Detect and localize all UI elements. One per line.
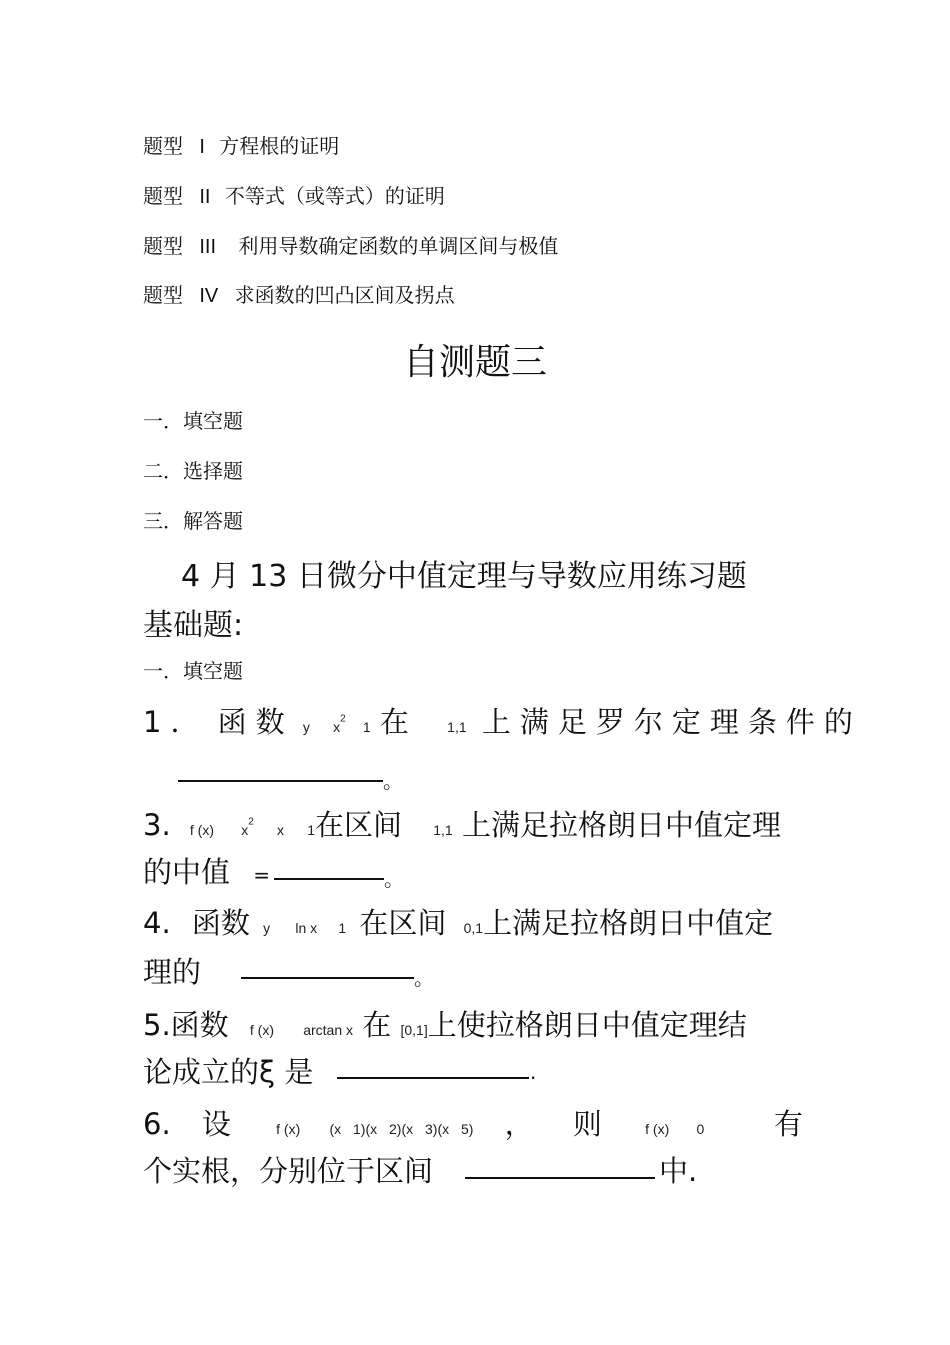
type-label: 题型	[143, 283, 183, 307]
math-term: 0,1	[463, 920, 484, 936]
answer-blank-3[interactable]	[274, 878, 384, 880]
question-number: 4.	[143, 906, 171, 940]
question-text: 上满足拉格朗日中值定	[483, 906, 774, 940]
math-term: f (x)	[276, 1121, 301, 1137]
practice-section: 一．填空题	[143, 659, 243, 683]
math-term: 1,1	[433, 822, 453, 838]
question-text: 的中值	[143, 855, 231, 889]
type-text: 不等式（或等式）的证明	[224, 184, 445, 208]
math-term: 1	[307, 822, 316, 838]
page-title: 自测题三	[402, 342, 547, 383]
math-term: 1	[362, 719, 371, 735]
question-text: 5.函数	[143, 1008, 229, 1042]
question-4	[143, 901, 773, 942]
math-term: y	[263, 920, 271, 936]
basic-heading: 基础题:	[143, 608, 244, 643]
math-term: x	[241, 822, 249, 838]
question-text: 上满足拉格朗日中值定理	[461, 808, 781, 842]
type-roman: IV	[199, 285, 219, 307]
answer-blank-5[interactable]	[337, 1077, 529, 1079]
section-answer: 三．解答题	[143, 509, 243, 533]
type-item-4	[143, 279, 455, 308]
math-term: arctan x	[303, 1022, 354, 1038]
type-item-1	[143, 130, 339, 159]
answer-blank-1[interactable]	[178, 780, 383, 782]
math-term: f (x)	[645, 1121, 670, 1137]
question-6-line-2: 个实根，分别位于区间	[143, 1154, 434, 1188]
type-label: 题型	[143, 134, 183, 158]
question-text: 在	[379, 705, 418, 739]
question-number: 3.	[143, 808, 171, 842]
question-text: ，	[504, 1107, 534, 1141]
math-term: 1	[338, 920, 347, 936]
type-text: 求函数的凹凸区间及拐点	[234, 283, 455, 307]
answer-blank-6[interactable]	[465, 1177, 655, 1179]
math-term: y	[302, 719, 310, 735]
question-text: 有	[774, 1107, 804, 1141]
math-term: [0,1]	[400, 1022, 428, 1038]
math-exponent: 2	[248, 816, 254, 828]
equals-sign: =	[253, 863, 270, 887]
question-number: 6.	[143, 1107, 171, 1141]
question-6	[143, 1102, 704, 1143]
math-term: x	[333, 719, 341, 735]
answer-blank-4[interactable]	[241, 977, 414, 979]
question-end: 。	[414, 966, 434, 990]
question-end: 。	[384, 867, 404, 891]
question-end: .	[530, 1060, 537, 1084]
type-item-3	[143, 230, 558, 259]
math-term: f (x)	[189, 822, 214, 838]
type-label: 题型	[143, 234, 183, 258]
question-text: 上满足罗尔定理条件的	[481, 705, 862, 739]
question-3	[143, 803, 781, 844]
type-roman: III	[199, 236, 217, 258]
math-exponent: 2	[340, 713, 346, 725]
section-fill-blank: 一．填空题	[143, 409, 243, 433]
question-text: 在区间	[315, 808, 403, 842]
math-term: x	[277, 822, 284, 838]
question-end: 中.	[659, 1154, 698, 1188]
question-5	[143, 1003, 747, 1044]
practice-heading: 4 月 13 日微分中值定理与导数应用练习题	[181, 559, 747, 594]
type-text: 利用导数确定函数的单调区间与极值	[238, 234, 559, 258]
type-label: 题型	[143, 184, 183, 208]
question-1	[143, 700, 862, 741]
question-4-line-2: 理的	[143, 955, 202, 989]
question-text: 则	[572, 1107, 602, 1141]
section-choice: 二．选择题	[143, 459, 243, 483]
question-text: 函数	[191, 906, 250, 940]
question-end: 。	[383, 769, 403, 793]
question-text: 在	[362, 1008, 392, 1042]
question-3-line-2	[143, 850, 270, 891]
type-roman: I	[199, 136, 205, 158]
math-term: 0	[696, 1121, 705, 1137]
math-term: f (x)	[249, 1022, 274, 1038]
type-text: 方程根的证明	[219, 134, 340, 158]
question-text: 设	[201, 1107, 231, 1141]
type-roman: II	[199, 186, 211, 208]
math-term: ln x	[295, 920, 318, 936]
type-item-2	[143, 180, 445, 209]
math-term: (x 1)(x 2)(x 3)(x 5)	[329, 1121, 474, 1137]
math-term: 1,1	[447, 719, 467, 735]
question-text: 上使拉格朗日中值定理结	[427, 1008, 747, 1042]
question-text: 函数	[217, 705, 294, 739]
question-text: 在区间	[359, 906, 447, 940]
question-number: 1．	[143, 705, 209, 739]
question-5-line-2: 论成立的ξ 是	[143, 1055, 314, 1089]
